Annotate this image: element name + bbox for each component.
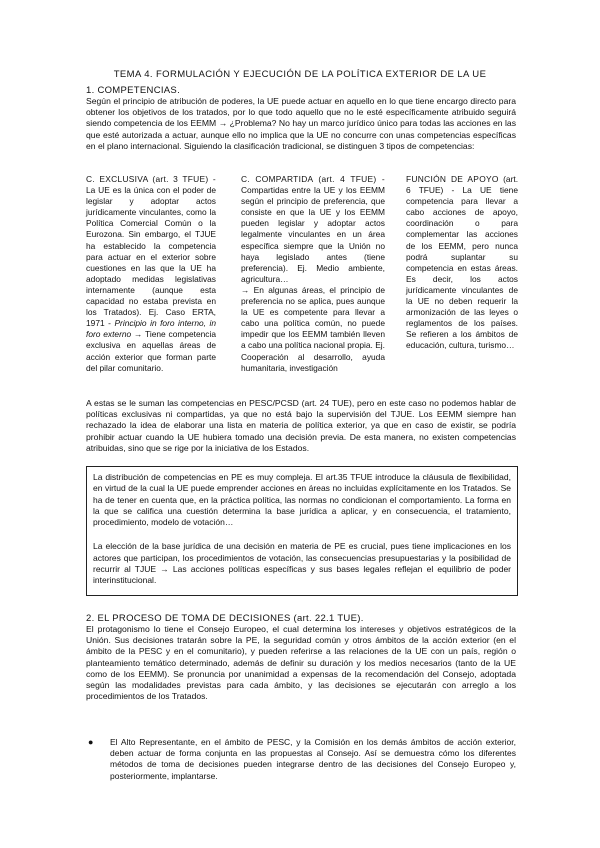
highlight-box (86, 466, 518, 596)
column-exclusiva-principle: Principio in foro interno, in foro externo (86, 318, 217, 340)
section-2-heading: 2. EL PROCESO DE TOMA DE DECISIONES (art. 22.1 TUE). (86, 613, 364, 624)
document-title: TEMA 4. FORMULACIÓN Y EJECUCIÓN DE LA POLÍTICA EXTERIOR DE LA UE (113, 69, 487, 80)
column-exclusiva-text: La UE es la única con el poder de legislar y adoptar actos jurídicamente vinculantes, como la Política Comercial Común o la Eurozona. Sin embargo, el TJUE ha establecido la competencia para actuar en el exterior sobre cuestiones en las que la UE ha adoptado medidas legislativas internamente (aunque esta capacidad no estaba prevista en los Tratados). Ej. Caso ERTA, 1971 - (86, 185, 216, 329)
column-exclusiva-conclusion: → Tiene competencia exclusiva en aquellas áreas de acción exterior que forman parte del pilar comunitario. (86, 329, 216, 373)
box-paragraph-legal-basis: La elección de la base jurídica de una decisión en materia de PE es crucial, pues tiene implicaciones en los actores que participan, los procedimientos de votación, las consecuencias presupuestarias y la posibilidad de recurrir al TJUE → Las acciones políticas específicas y sus bases legales reflejan el equilibrio de poder interinstitucional. (93, 541, 511, 586)
section-1-heading: 1. COMPETENCIAS. (86, 85, 181, 96)
column-compartida (241, 174, 385, 374)
column-exclusiva (86, 174, 216, 374)
bullet-item (88, 737, 516, 782)
column-apoyo (406, 174, 518, 352)
pesc-paragraph: A estas se le suman las competencias en PESC/PCSD (art. 24 TUE), pero en este caso no podemos hablar de políticas exclusivas ni compartidas, ya que no está bajo la supervisión del TJUE. Los EEMM siempre han rechazado la idea de elaborar una lista en materia de política exterior, ya que en caso de existir, se podría prohibir actuar cuando la UE hubiera tomado una decisión previa. De esta manera, no existen competencias atribuidas, sino que se rige por la iniciativa de los Estados. (86, 398, 516, 453)
column-compartida-text: Compartidas entre la UE y los EEMM según el principio de preferencia, que consiste en que la UE y los EEMM pueden legislar y adoptar actos legalmente vinculantes en un área específica siempre que la Unión no haya legislado antes (tiene preferencia). Ej. Medio ambiente, agricultura… (241, 185, 385, 284)
box-paragraph-flexibility: La distribución de competencias en PE es muy compleja. El art.35 TFUE introduce la cláusula de flexibilidad, en virtud de la cual la UE puede emprender acciones en áreas no incluidas explícitamente en los Tratados. Se ha de tener en cuenta que, en la práctica política, las normas no condicionan el comportamiento. La forma en la que se califica una cuestión determina la base jurídica a aplicar, y en consecuencia, el tratamiento, procedimiento, modelo de votación… (93, 472, 511, 528)
column-compartida-extra: → En algunas áreas, el principio de preferencia no se aplica, pues aunque la UE es competente para llevar a cabo una política común, no puede impedir que los EEMM también lleven a cabo una política nacional propia. Ej. Cooperación al desarrollo, ayuda humanitaria, investigación (241, 284, 385, 373)
column-compartida-heading: C. COMPARTIDA (art. 4 TFUE) - (241, 174, 385, 184)
column-exclusiva-heading: C. EXCLUSIVA (art. 3 TFUE) - (86, 174, 216, 184)
bullet-dot-icon: ● (88, 737, 94, 747)
section-1-intro: Según el principio de atribución de poderes, la UE puede actuar en aquello en lo que tiene encargo directo para obtener los objetivos de los tratados, por lo que todo aquello que no le esté específicamente atribuido seguirá siendo competencia de los EEMM → ¿Problema? No hay un marco jurídico único para todas las acciones en las que esté autorizada a actuar, aunque ello no implica que la UE no concurre con unas competencias específicas en el plano internacional. Siguiendo la clasificación tradicional, se distinguen 3 tipos de competencias: (86, 96, 516, 151)
section-2-body: El protagonismo lo tiene el Consejo Europeo, el cual determina los intereses y objetivos estratégicos de la Unión. Sus decisiones tratarán sobre la PE, la seguridad común y otros ámbitos de la acción exterior (en el ámbito de la PESC y en el comunitario), y pueden referirse a las relaciones de la UE con un país, región o planteamiento temático determinado, además de definir su duración y los medios necesarios (tanto de la UE como de los EEMM). Se pronuncia por unanimidad a expensas de la recomendación del Consejo, adoptada según las modalidades previstas para cada ámbito, y las decisiones se ejecutarán con arreglo a los procedimientos de los Tratados. (86, 624, 516, 702)
column-apoyo-heading: FUNCIÓN DE APOYO (406, 174, 499, 184)
bullet-item-text: El Alto Representante, en el ámbito de PESC, y la Comisión en los demás ámbitos de acción exterior, deben actuar de forma conjunta en las propuestas al Consejo. Así se demuestra cómo los diferentes métodos de toma de decisiones pueden integrarse dentro de las decisiones del Consejo Europeo y, posteriormente, implantarse. (110, 737, 516, 781)
column-apoyo-text: (art. 6 TFUE) - La UE tiene competencia para llevar a cabo acciones de apoyo, coordinación o para complementar las acciones de los EEMM, pero nunca podrá suplantar su competencia en estas áreas. Es decir, los actos jurídicamente vinculantes de la UE no deben requerir la armonización de las leyes o reglamentos de los países. Se refieren a los ámbitos de educación, cultura, turismo… (406, 174, 519, 351)
